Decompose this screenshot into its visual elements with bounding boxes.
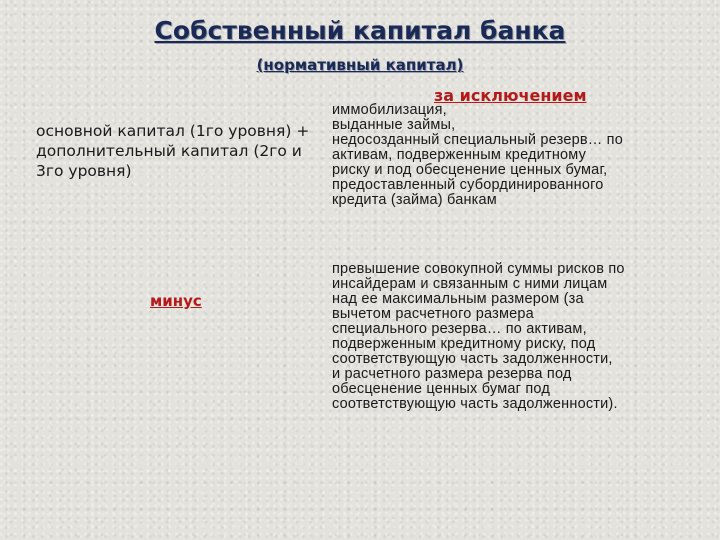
page-subtitle: (нормативный капитал): [256, 56, 464, 74]
deduction-line: вычетом расчетного размера: [332, 306, 534, 322]
page-title: Собственный капитал банка: [154, 16, 566, 45]
capital-line-1: основной капитал (1го уровня) +: [36, 122, 310, 140]
exception-header: за исключением: [434, 86, 587, 105]
deduction-line: подверженным кредитному риску, под: [332, 336, 596, 352]
deduction-line: соответствующую часть задолженности).: [332, 396, 618, 412]
deduction-line: специального резерва… по активам,: [332, 321, 587, 337]
exclusion-line: активам, подверженным кредитному: [332, 147, 587, 163]
deduction-line: обесценение ценных бумаг под: [332, 381, 551, 397]
exclusion-line: кредита (займа) банкам: [332, 192, 497, 208]
deduction-line: и расчетного размера резерва под: [332, 366, 572, 382]
exclusions-list: [332, 103, 692, 208]
deduction-line: превышение совокупной суммы рисков по: [332, 261, 625, 277]
deduction-line: соответствующую часть задолженности,: [332, 351, 613, 367]
exclusion-line: риску и под обесценение ценных бумаг,: [332, 162, 608, 178]
exclusion-line: недосозданный специальный резерв… по: [332, 132, 623, 148]
deduction-line: над ее максимальным размером (за: [332, 291, 584, 307]
capital-components: [36, 121, 324, 181]
capital-line-3: 3го уровня): [36, 162, 132, 180]
exclusion-line: выданные займы,: [332, 117, 456, 133]
exclusion-line: предоставленный субординированного: [332, 177, 604, 193]
exclusion-line: иммобилизация,: [332, 102, 447, 118]
minus-label: минус: [150, 292, 202, 310]
capital-line-2: дополнительный капитал (2го и: [36, 142, 302, 160]
deductions-list: [332, 262, 692, 412]
deduction-line: инсайдерам и связанным с ними лицам: [332, 276, 608, 292]
